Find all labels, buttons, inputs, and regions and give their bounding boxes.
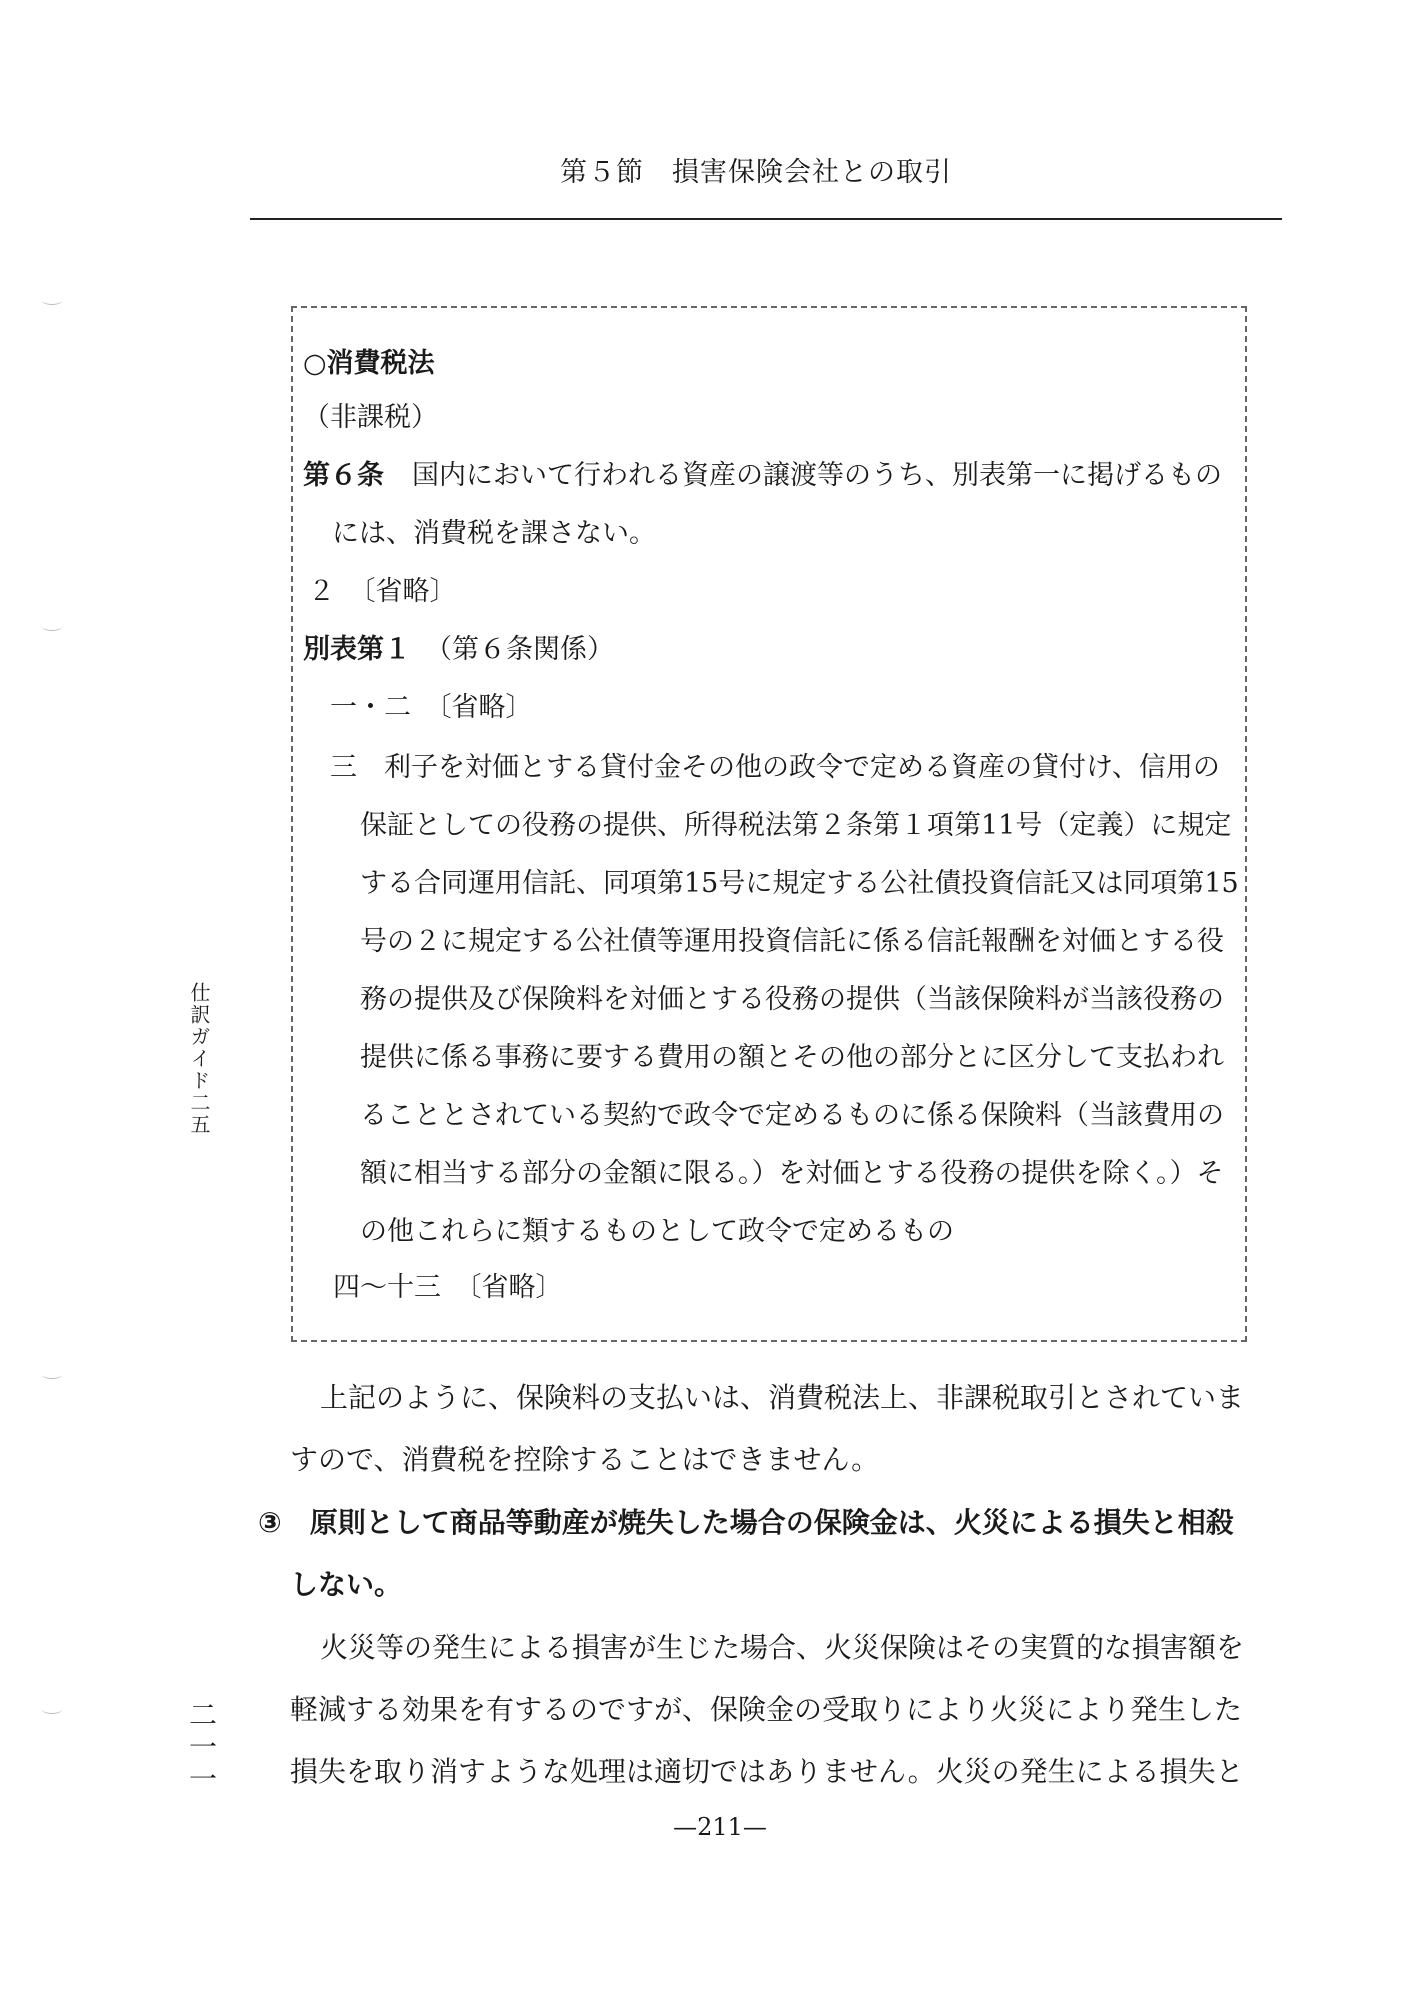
margin-vertical-label: 仕訳ガイド二五 <box>187 982 211 1136</box>
appendix-items-4-13: 四～十三 〔省略〕 <box>333 1272 563 1303</box>
subheading-3-line1: ③ 原則として商品等動産が焼失した場合の保険金は、火災による損失と相殺 <box>258 1506 1234 1539</box>
appendix-items-1-2: 一・二 〔省略〕 <box>330 692 533 723</box>
article6-item2: ２ 〔省略〕 <box>308 576 457 607</box>
subheading-3-line2: しない。 <box>290 1568 403 1601</box>
punch-mark <box>42 296 62 305</box>
appendix-item3-line: 号の２に規定する公社債等運用投資信託に係る信託報酬を対価とする役 <box>360 926 1224 957</box>
appendix-item3-line: する合同運用信託、同項第15号に規定する公社債投資信託又は同項第15 <box>360 868 1239 899</box>
appendix-item3-line: 三 利子を対価とする貸付金その他の政令で定める資産の貸付け、信用の <box>330 752 1220 783</box>
appendix-item3-line: ることとされている契約で政令で定めるものに係る保険料（当該費用の <box>360 1100 1224 1131</box>
punch-mark <box>42 1705 62 1714</box>
article6-text-line2: には、消費税を課さない。 <box>332 518 656 549</box>
law-title: ○消費税法 <box>303 348 435 379</box>
body-paragraph-line: 火災等の発生による損害が生じた場合、火災保険はその実質的な損害額を <box>320 1631 1245 1664</box>
page-header-title: 第５節 損害保険会社との取引 <box>560 157 952 188</box>
body-paragraph-line: 軽減する効果を有するのですが、保険金の受取りにより火災により発生した <box>290 1693 1243 1726</box>
appendix-item3-line: の他これらに類するものとして政令で定めるもの <box>360 1216 954 1247</box>
appendix-label: 別表第１ <box>303 634 411 665</box>
article6-text-line1: 国内において行われる資産の譲渡等のうち、別表第一に掲げるもの <box>412 460 1222 491</box>
body-paragraph-line: すので、消費税を控除することはできません。 <box>290 1443 880 1476</box>
body-paragraph-line: 上記のように、保険料の支払いは、消費税法上、非課税取引とされていま <box>320 1381 1245 1414</box>
page-number: —211— <box>673 1813 767 1841</box>
section-caption: （非課税） <box>303 402 438 433</box>
appendix-item3-line: 保証としての役務の提供、所得税法第２条第１項第11号（定義）に規定 <box>360 810 1232 841</box>
appendix-item3-line: 務の提供及び保険料を対価とする役務の提供（当該保険料が当該役務の <box>360 984 1224 1015</box>
appendix-ref: （第６条関係） <box>425 634 614 665</box>
punch-mark <box>42 622 62 631</box>
appendix-item3-line: 提供に係る事務に要する費用の額とその他の部分とに区分して支払われ <box>360 1042 1224 1073</box>
body-paragraph-line: 損失を取り消すような処理は適切ではありません。火災の発生による損失と <box>290 1755 1244 1788</box>
appendix-item3-line: 額に相当する部分の金額に限る。）を対価とする役務の提供を除く。）そ <box>360 1158 1224 1189</box>
punch-mark <box>42 1370 62 1379</box>
margin-vertical-page-number: 二一一 <box>185 1700 218 1796</box>
article6-label: 第６条 <box>303 460 384 491</box>
header-divider <box>250 218 1282 220</box>
